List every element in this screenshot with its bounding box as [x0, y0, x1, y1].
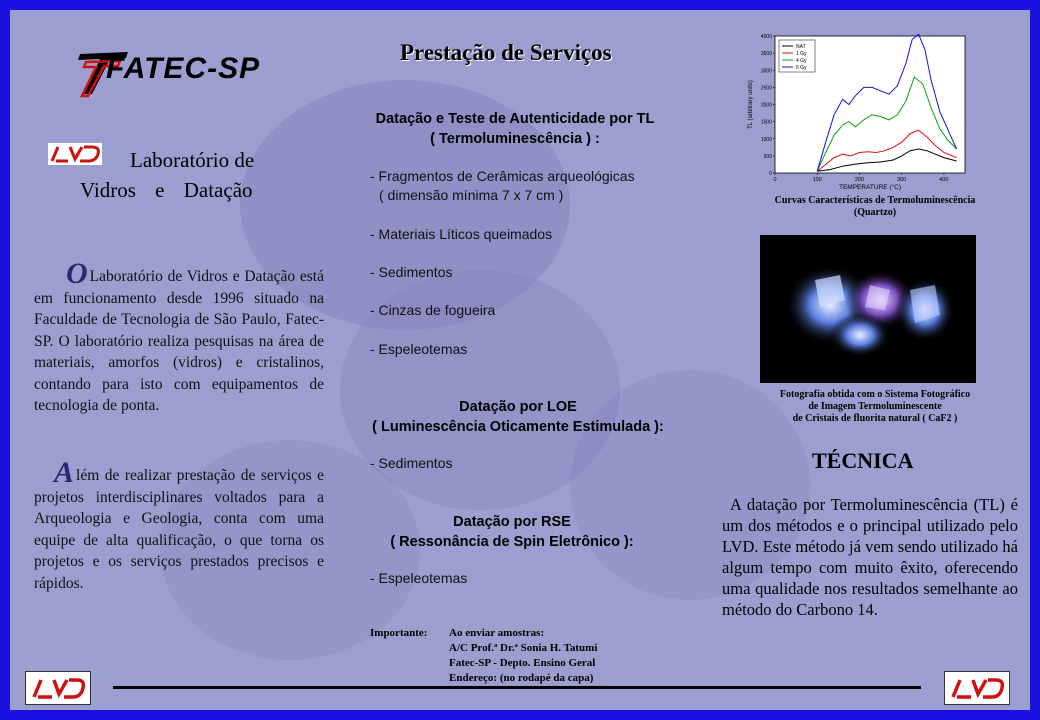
chart-caption-line1: Curvas Características de Termoluminescência — [774, 195, 976, 206]
list-item: - Sedimentos — [370, 264, 453, 280]
y-tick-label: 1500 — [760, 119, 772, 126]
legend-entry: NAT — [796, 44, 806, 50]
important-label: Importante: — [370, 627, 428, 639]
tl-section-title — [345, 109, 685, 149]
intro-text-2: lém de realizar prestação de serviços e projetos interdisciplinares voltados para a Arqueologia e Geologia, conta com uma equipe de alta qualificação, o que torna os projetos e os serviços prestados precisos e rápidos. — [34, 467, 324, 592]
intro-paragraph-2 — [34, 456, 324, 594]
x-tick-label: 100 — [812, 177, 822, 183]
important-line: Fatec-SP - Depto. Ensino Geral — [449, 657, 596, 669]
x-tick-label: 400 — [939, 177, 949, 183]
lvd-logo-icon — [26, 672, 90, 704]
loe-section-title — [348, 397, 688, 437]
tecnica-text — [722, 494, 1018, 620]
important-line: Ao enviar amostras: — [449, 627, 545, 639]
important-line: A/C Prof.ª Dr.ª Sonia H. Tatumi — [449, 642, 598, 654]
x-tick-label: 0 — [773, 177, 777, 183]
lab-title: Laboratório de — [130, 148, 255, 172]
tl-curves-chart — [745, 30, 970, 195]
x-tick-label: 200 — [854, 177, 865, 183]
fluorite-crystals-image — [760, 235, 976, 383]
list-item: - Espeleotemas — [370, 570, 468, 586]
lvd-logo-icon — [945, 672, 1009, 704]
tecnica-paragraph: A datação por Termoluminescência (TL) é um dos métodos e o principal utilizado pelo LVD. Este método já vem sendo utilizado há algum tempo com muito êxito, oferecendo uma qualidade nos resultados semelhante ao método do Carbono 14. — [722, 495, 1018, 619]
footer-divider — [113, 686, 921, 689]
legend-entry: 5 Gy — [796, 65, 807, 71]
photo-caption — [745, 389, 1005, 425]
tl-title-line2: ( Termoluminescência ) : — [430, 131, 600, 147]
legend-entry: 1 Gy — [796, 51, 807, 57]
y-tick-label: 1000 — [760, 136, 772, 143]
chart-caption-line2: (Quartzo) — [853, 207, 897, 218]
y-tick-label: 2000 — [760, 102, 772, 109]
legend-entry: 4 Gy — [796, 58, 807, 64]
lvd-logo-bottom-left — [25, 671, 91, 705]
intro-text-1: Laboratório de Vidros e Datação está em funcionamento desde 1996 situado na Faculdade de Tecnologia de São Paulo, Fatec-SP. O laboratório realiza pesquisas na área de materiais, amorfos (vidros) e cristalinos, contando para isto com equipamentos de tecnologia de ponta. — [34, 268, 324, 414]
y-tick-label: 4000 — [760, 34, 772, 40]
y-tick-label: 500 — [763, 153, 772, 160]
rse-title-line1: Datação por RSE — [453, 514, 571, 530]
list-item: - Cinzas de fogueira — [370, 302, 496, 318]
important-details — [449, 626, 597, 686]
important-line: Endereço: (no rodapé da capa) — [449, 672, 594, 684]
lvd-logo-bottom-right — [944, 671, 1010, 705]
intro-paragraph-1 — [34, 257, 324, 417]
y-tick-label: 3000 — [760, 68, 772, 75]
rse-title-line2: ( Ressonância de Spin Eletrônico ): — [390, 534, 634, 550]
y-tick-label: 0 — [769, 171, 772, 177]
y-axis-label: TL (arbitrary units) — [748, 80, 754, 129]
list-item: - Fragmentos de Cerâmicas arqueológicas — [370, 168, 635, 184]
fatec-logo-text: FATEC-SP — [106, 52, 261, 85]
tecnica-title: TÉCNICA — [812, 448, 914, 473]
loe-title-line2: ( Luminescência Oticamente Estimulada ): — [372, 419, 664, 435]
y-tick-label: 3500 — [760, 51, 772, 58]
fluorite-photo — [760, 235, 976, 383]
list-item: - Materiais Líticos queimados — [370, 226, 553, 242]
rse-section-title — [342, 512, 682, 552]
tl-title-line1: Datação e Teste de Autenticidade por TL — [375, 111, 655, 127]
photo-caption-line3: de Cristais de fluorita natural ( CaF2 ) — [792, 413, 958, 424]
list-item: - Espeleotemas — [370, 341, 468, 357]
x-axis-label: TEMPERATURE (°C) — [838, 184, 902, 191]
x-tick-label: 300 — [897, 177, 907, 183]
drop-cap: A — [54, 456, 75, 489]
list-item: - Sedimentos — [370, 455, 453, 471]
y-tick-label: 2500 — [760, 85, 772, 92]
loe-title-line1: Datação por LOE — [459, 399, 577, 415]
photo-caption-line1: Fotografia obtida com o Sistema Fotográfico — [779, 389, 971, 400]
lvd-logo-icon — [48, 143, 102, 165]
list-item: ( dimensão mínima 7 x 7 cm ) — [379, 187, 564, 203]
lab-title-line2: Vidros e Datação — [80, 178, 253, 202]
drop-cap: O — [66, 257, 88, 290]
services-title: Prestação de Serviços — [400, 40, 612, 65]
chart-caption — [745, 195, 1005, 219]
photo-caption-line2: de Imagem Termoluminescente — [808, 401, 942, 412]
